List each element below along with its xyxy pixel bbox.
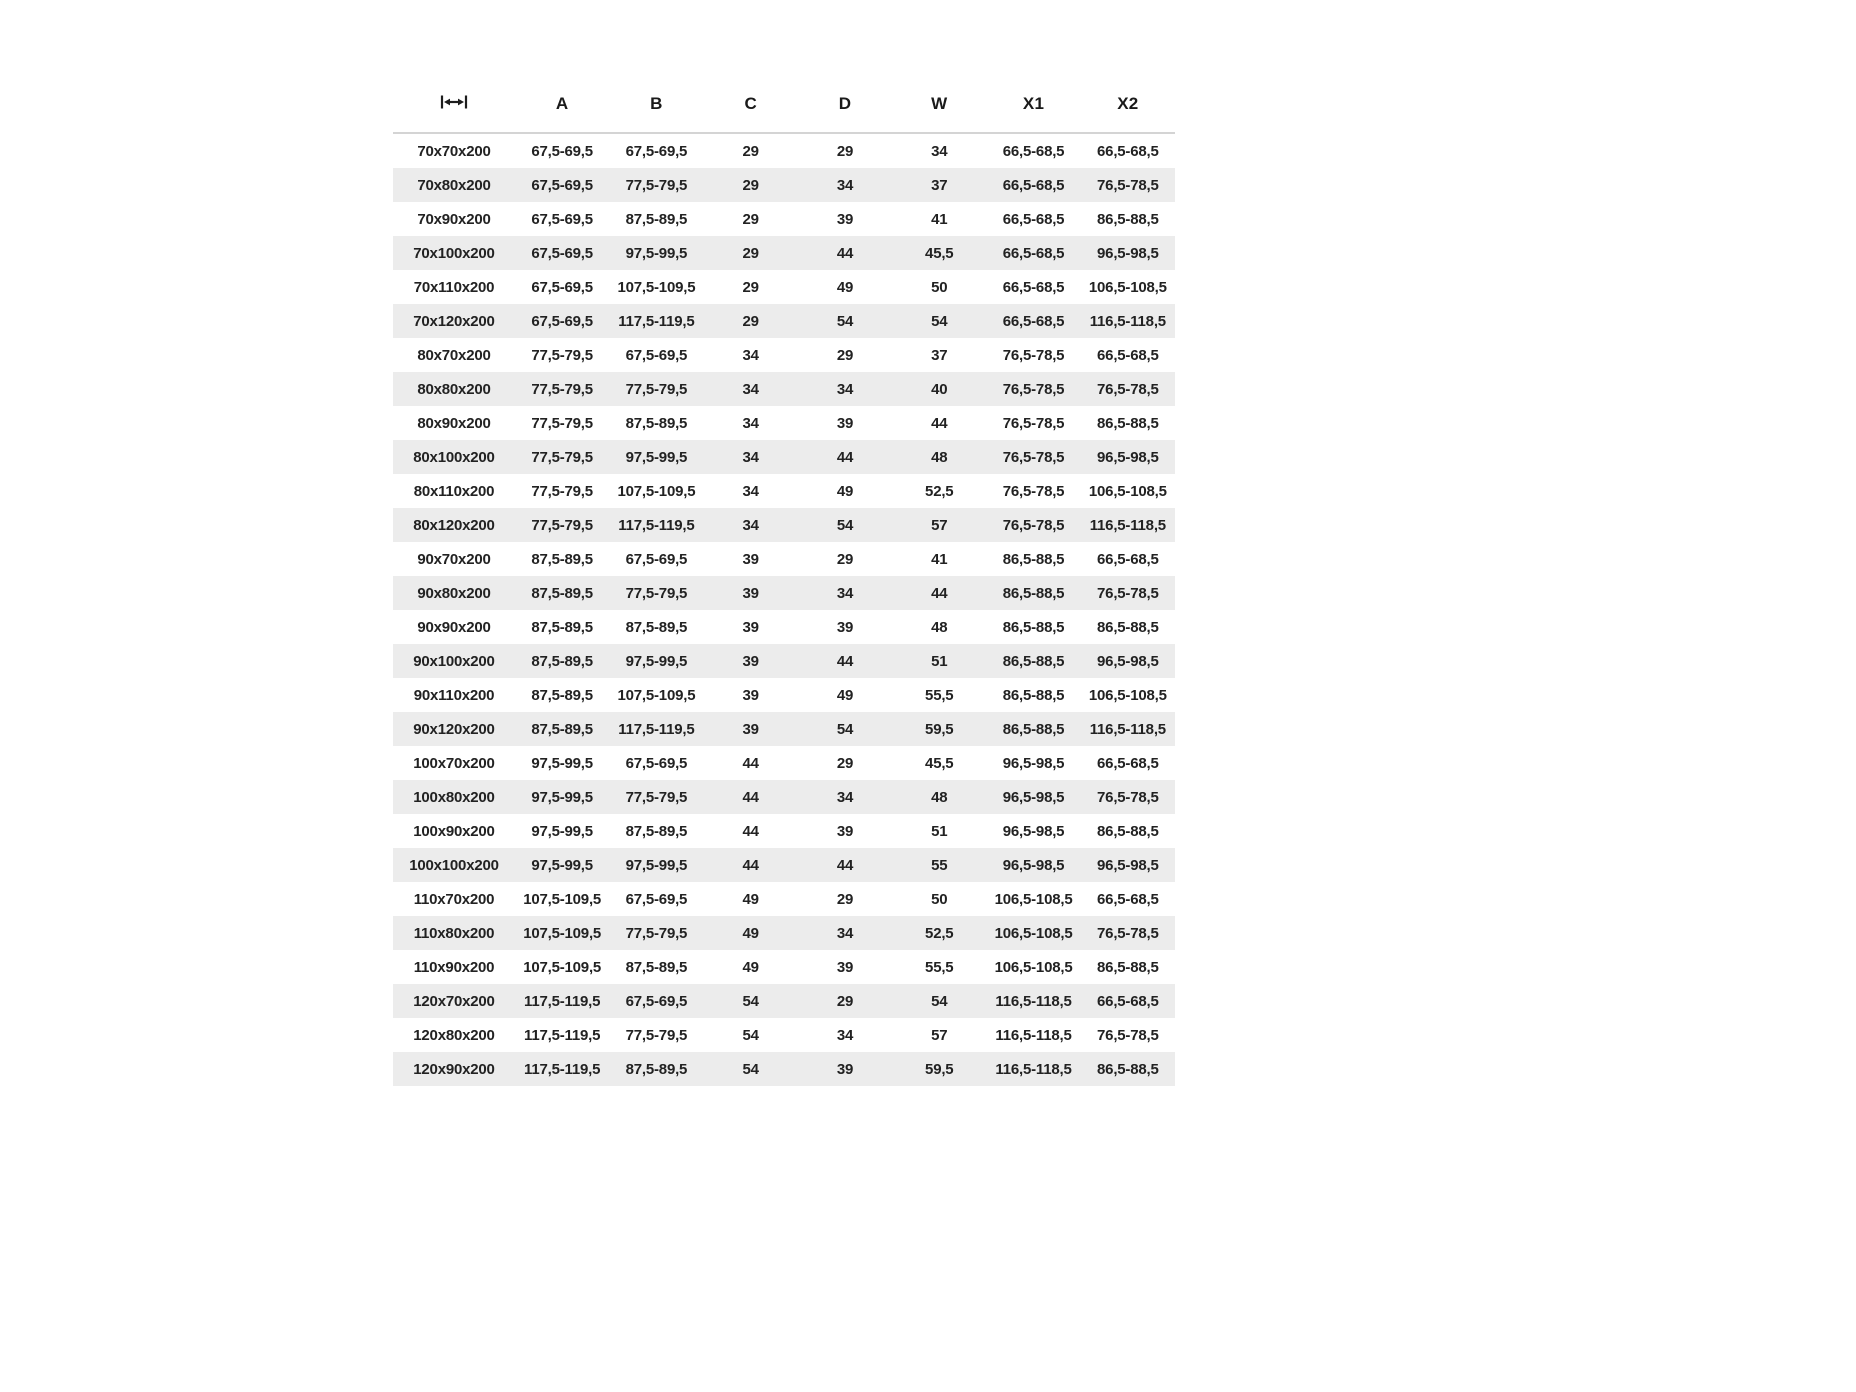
value-cell-d: 29 xyxy=(836,754,854,772)
table-row xyxy=(393,644,1175,678)
value-cell-c: 39 xyxy=(742,550,759,568)
value-cell-d: 49 xyxy=(836,278,854,296)
table-row xyxy=(393,440,1175,474)
value-cell-x1: 106,5-108,5 xyxy=(994,958,1073,976)
value-cell-w: 55 xyxy=(931,856,948,874)
size-cell: 90x110x200 xyxy=(413,686,495,704)
value-cell-a: 77,5-79,5 xyxy=(531,448,593,466)
value-cell-a: 97,5-99,5 xyxy=(531,822,593,840)
value-cell-x1: 66,5-68,5 xyxy=(1002,278,1065,296)
size-cell: 120x70x200 xyxy=(413,992,495,1010)
value-cell-x2: 86,5-88,5 xyxy=(1097,210,1159,228)
value-cell-c: 54 xyxy=(742,1060,759,1078)
value-cell-c: 44 xyxy=(742,856,759,874)
value-cell-b: 77,5-79,5 xyxy=(625,1026,688,1044)
value-cell-d: 49 xyxy=(836,686,854,704)
value-cell-x2: 86,5-88,5 xyxy=(1097,1060,1159,1078)
value-cell-b: 117,5-119,5 xyxy=(618,720,695,738)
value-cell-c: 44 xyxy=(742,822,759,840)
value-cell-d: 44 xyxy=(836,244,854,262)
value-cell-x2: 106,5-108,5 xyxy=(1088,686,1167,704)
value-cell-b: 107,5-109,5 xyxy=(617,482,696,500)
size-cell: 90x120x200 xyxy=(413,720,495,738)
value-cell-a: 107,5-109,5 xyxy=(523,958,602,976)
value-cell-x1: 66,5-68,5 xyxy=(1002,176,1065,194)
value-cell-x2: 76,5-78,5 xyxy=(1097,584,1159,602)
value-cell-w: 48 xyxy=(931,618,948,636)
size-cell: 90x80x200 xyxy=(417,584,491,602)
table-row xyxy=(393,406,1175,440)
table-head-row xyxy=(393,76,1175,133)
value-cell-c: 29 xyxy=(742,278,759,296)
column-header-x2: X2 xyxy=(1081,76,1175,133)
table-row xyxy=(393,950,1175,984)
table-row xyxy=(393,270,1175,304)
value-cell-w: 57 xyxy=(931,516,948,534)
size-cell: 120x90x200 xyxy=(413,1060,495,1078)
value-cell-c: 29 xyxy=(742,312,759,330)
column-header-b: B xyxy=(609,76,703,133)
value-cell-w: 57 xyxy=(931,1026,948,1044)
value-cell-w: 59,5 xyxy=(925,720,954,738)
value-cell-d: 44 xyxy=(836,856,854,874)
table-row xyxy=(393,304,1175,338)
value-cell-b: 87,5-89,5 xyxy=(625,414,688,432)
column-header-d: D xyxy=(798,76,892,133)
table-row xyxy=(393,576,1175,610)
value-cell-x1: 86,5-88,5 xyxy=(1002,720,1065,738)
size-cell: 90x70x200 xyxy=(417,550,491,568)
value-cell-x1: 86,5-88,5 xyxy=(1002,686,1065,704)
value-cell-c: 29 xyxy=(742,142,759,160)
table-row xyxy=(393,814,1175,848)
value-cell-c: 34 xyxy=(742,414,759,432)
value-cell-x2: 96,5-98,5 xyxy=(1097,652,1159,670)
value-cell-d: 54 xyxy=(836,720,854,738)
value-cell-c: 29 xyxy=(742,210,759,228)
size-cell: 90x100x200 xyxy=(413,652,495,670)
value-cell-a: 67,5-69,5 xyxy=(531,210,593,228)
table-row xyxy=(393,168,1175,202)
value-cell-a: 67,5-69,5 xyxy=(531,312,593,330)
value-cell-d: 39 xyxy=(836,414,854,432)
size-cell: 80x100x200 xyxy=(413,448,495,466)
value-cell-d: 39 xyxy=(836,958,854,976)
value-cell-x2: 66,5-68,5 xyxy=(1097,754,1159,772)
value-cell-a: 87,5-89,5 xyxy=(531,584,593,602)
size-cell: 120x80x200 xyxy=(413,1026,495,1044)
value-cell-w: 37 xyxy=(931,346,948,364)
value-cell-a: 77,5-79,5 xyxy=(531,346,593,364)
value-cell-b: 77,5-79,5 xyxy=(625,176,688,194)
value-cell-x1: 96,5-98,5 xyxy=(1002,788,1065,806)
value-cell-x1: 76,5-78,5 xyxy=(1002,346,1065,364)
value-cell-w: 50 xyxy=(931,890,948,908)
value-cell-x2: 76,5-78,5 xyxy=(1097,924,1159,942)
value-cell-b: 77,5-79,5 xyxy=(625,584,688,602)
size-cell: 70x110x200 xyxy=(413,278,495,296)
table-row xyxy=(393,678,1175,712)
value-cell-d: 39 xyxy=(836,1060,854,1078)
value-cell-c: 39 xyxy=(742,652,759,670)
value-cell-w: 41 xyxy=(931,550,948,568)
value-cell-a: 77,5-79,5 xyxy=(531,516,593,534)
value-cell-a: 67,5-69,5 xyxy=(531,244,593,262)
value-cell-w: 55,5 xyxy=(925,958,954,976)
value-cell-d: 34 xyxy=(836,924,854,942)
value-cell-a: 67,5-69,5 xyxy=(531,176,593,194)
value-cell-b: 97,5-99,5 xyxy=(625,448,688,466)
value-cell-d: 29 xyxy=(836,890,854,908)
value-cell-c: 39 xyxy=(742,584,759,602)
value-cell-x1: 76,5-78,5 xyxy=(1002,482,1065,500)
value-cell-w: 45,5 xyxy=(925,244,954,262)
value-cell-x2: 76,5-78,5 xyxy=(1097,788,1159,806)
value-cell-w: 52,5 xyxy=(925,924,954,942)
value-cell-d: 39 xyxy=(836,822,854,840)
column-header-x1: X1 xyxy=(986,76,1080,133)
dimensions-table xyxy=(393,76,1175,1086)
value-cell-d: 39 xyxy=(836,618,854,636)
table-row xyxy=(393,338,1175,372)
dimensions-spec-table xyxy=(393,76,1175,1086)
value-cell-x1: 96,5-98,5 xyxy=(1002,822,1065,840)
value-cell-b: 77,5-79,5 xyxy=(625,924,688,942)
value-cell-d: 34 xyxy=(836,176,854,194)
value-cell-w: 59,5 xyxy=(925,1060,954,1078)
table-row xyxy=(393,236,1175,270)
value-cell-a: 87,5-89,5 xyxy=(531,618,593,636)
size-cell: 100x100x200 xyxy=(409,856,499,874)
value-cell-a: 107,5-109,5 xyxy=(523,890,602,908)
value-cell-b: 67,5-69,5 xyxy=(625,550,688,568)
value-cell-c: 44 xyxy=(742,754,759,772)
value-cell-b: 87,5-89,5 xyxy=(625,1060,688,1078)
value-cell-w: 52,5 xyxy=(925,482,954,500)
value-cell-w: 44 xyxy=(931,414,948,432)
value-cell-d: 44 xyxy=(836,448,854,466)
value-cell-w: 34 xyxy=(931,142,948,160)
value-cell-d: 34 xyxy=(836,788,854,806)
value-cell-a: 67,5-69,5 xyxy=(531,278,593,296)
value-cell-x1: 76,5-78,5 xyxy=(1002,380,1065,398)
value-cell-d: 54 xyxy=(836,516,854,534)
value-cell-x1: 96,5-98,5 xyxy=(1002,856,1065,874)
value-cell-d: 34 xyxy=(836,584,854,602)
value-cell-c: 49 xyxy=(742,958,759,976)
value-cell-d: 49 xyxy=(836,482,854,500)
size-cell: 70x120x200 xyxy=(413,312,495,330)
value-cell-c: 29 xyxy=(742,244,759,262)
width-dimension-icon xyxy=(440,94,468,115)
value-cell-c: 39 xyxy=(742,720,759,738)
value-cell-b: 107,5-109,5 xyxy=(617,278,696,296)
size-cell: 100x70x200 xyxy=(413,754,495,772)
value-cell-b: 67,5-69,5 xyxy=(625,142,688,160)
value-cell-d: 34 xyxy=(836,380,854,398)
value-cell-x1: 76,5-78,5 xyxy=(1002,414,1065,432)
table-row xyxy=(393,746,1175,780)
table-row xyxy=(393,542,1175,576)
value-cell-w: 54 xyxy=(931,992,948,1010)
size-cell: 70x80x200 xyxy=(417,176,491,194)
value-cell-x1: 66,5-68,5 xyxy=(1002,142,1065,160)
value-cell-c: 44 xyxy=(742,788,759,806)
value-cell-x2: 86,5-88,5 xyxy=(1097,414,1159,432)
value-cell-x2: 116,5-118,5 xyxy=(1089,516,1166,534)
value-cell-x2: 86,5-88,5 xyxy=(1097,618,1159,636)
table-row xyxy=(393,1018,1175,1052)
value-cell-a: 117,5-119,5 xyxy=(524,1060,601,1078)
size-cell: 110x90x200 xyxy=(413,958,495,976)
value-cell-a: 87,5-89,5 xyxy=(531,550,593,568)
table-row xyxy=(393,508,1175,542)
table-row xyxy=(393,1052,1175,1086)
value-cell-x2: 96,5-98,5 xyxy=(1097,856,1159,874)
value-cell-d: 39 xyxy=(836,210,854,228)
value-cell-w: 55,5 xyxy=(925,686,954,704)
value-cell-b: 67,5-69,5 xyxy=(625,754,688,772)
value-cell-c: 54 xyxy=(742,992,759,1010)
value-cell-w: 50 xyxy=(931,278,948,296)
value-cell-a: 97,5-99,5 xyxy=(531,856,593,874)
value-cell-d: 29 xyxy=(836,346,854,364)
value-cell-b: 67,5-69,5 xyxy=(625,890,688,908)
table-row xyxy=(393,848,1175,882)
size-cell: 100x80x200 xyxy=(413,788,495,806)
value-cell-d: 44 xyxy=(836,652,854,670)
value-cell-w: 48 xyxy=(931,788,948,806)
value-cell-b: 87,5-89,5 xyxy=(625,822,688,840)
value-cell-x2: 86,5-88,5 xyxy=(1097,958,1159,976)
table-row xyxy=(393,372,1175,406)
value-cell-x2: 76,5-78,5 xyxy=(1097,1026,1159,1044)
value-cell-x1: 116,5-118,5 xyxy=(995,1060,1072,1078)
value-cell-b: 97,5-99,5 xyxy=(625,856,688,874)
value-cell-x2: 96,5-98,5 xyxy=(1097,448,1159,466)
column-header-c: C xyxy=(704,76,798,133)
value-cell-x2: 66,5-68,5 xyxy=(1097,142,1159,160)
value-cell-x2: 86,5-88,5 xyxy=(1097,822,1159,840)
value-cell-a: 97,5-99,5 xyxy=(531,754,593,772)
value-cell-x2: 96,5-98,5 xyxy=(1097,244,1159,262)
value-cell-c: 34 xyxy=(742,380,759,398)
value-cell-x2: 76,5-78,5 xyxy=(1097,176,1159,194)
size-cell: 80x90x200 xyxy=(417,414,491,432)
size-cell: 90x90x200 xyxy=(417,618,491,636)
column-header-w: W xyxy=(892,76,986,133)
value-cell-w: 54 xyxy=(931,312,948,330)
value-cell-a: 77,5-79,5 xyxy=(531,380,593,398)
value-cell-d: 29 xyxy=(836,550,854,568)
table-row xyxy=(393,712,1175,746)
value-cell-a: 117,5-119,5 xyxy=(524,1026,601,1044)
value-cell-c: 49 xyxy=(742,924,759,942)
value-cell-b: 77,5-79,5 xyxy=(625,380,688,398)
value-cell-d: 29 xyxy=(836,142,854,160)
value-cell-a: 97,5-99,5 xyxy=(531,788,593,806)
size-cell: 70x70x200 xyxy=(417,142,491,160)
value-cell-c: 34 xyxy=(742,482,759,500)
size-cell: 70x90x200 xyxy=(417,210,491,228)
value-cell-c: 29 xyxy=(742,176,759,194)
value-cell-x2: 66,5-68,5 xyxy=(1097,346,1159,364)
value-cell-x2: 106,5-108,5 xyxy=(1088,278,1167,296)
table-row xyxy=(393,916,1175,950)
value-cell-a: 117,5-119,5 xyxy=(524,992,601,1010)
size-cell: 80x80x200 xyxy=(417,380,491,398)
value-cell-x1: 106,5-108,5 xyxy=(994,924,1073,942)
value-cell-b: 77,5-79,5 xyxy=(625,788,688,806)
value-cell-x1: 66,5-68,5 xyxy=(1002,312,1065,330)
value-cell-b: 117,5-119,5 xyxy=(618,312,695,330)
value-cell-x1: 86,5-88,5 xyxy=(1002,652,1065,670)
value-cell-c: 39 xyxy=(742,618,759,636)
value-cell-x2: 116,5-118,5 xyxy=(1089,312,1166,330)
value-cell-w: 45,5 xyxy=(925,754,954,772)
value-cell-d: 34 xyxy=(836,1026,854,1044)
table-row xyxy=(393,984,1175,1018)
value-cell-c: 34 xyxy=(742,448,759,466)
table-row xyxy=(393,780,1175,814)
size-cell: 110x70x200 xyxy=(413,890,495,908)
value-cell-w: 51 xyxy=(931,652,948,670)
value-cell-x1: 66,5-68,5 xyxy=(1002,210,1065,228)
value-cell-x1: 116,5-118,5 xyxy=(995,1026,1072,1044)
value-cell-x1: 106,5-108,5 xyxy=(994,890,1073,908)
value-cell-d: 29 xyxy=(836,992,854,1010)
value-cell-x1: 96,5-98,5 xyxy=(1002,754,1065,772)
value-cell-x2: 66,5-68,5 xyxy=(1097,550,1159,568)
value-cell-a: 77,5-79,5 xyxy=(531,414,593,432)
value-cell-x2: 66,5-68,5 xyxy=(1097,890,1159,908)
value-cell-x2: 116,5-118,5 xyxy=(1089,720,1166,738)
value-cell-c: 54 xyxy=(742,1026,759,1044)
value-cell-w: 37 xyxy=(931,176,948,194)
value-cell-w: 51 xyxy=(931,822,948,840)
value-cell-b: 97,5-99,5 xyxy=(625,652,688,670)
value-cell-a: 107,5-109,5 xyxy=(523,924,602,942)
value-cell-w: 41 xyxy=(931,210,948,228)
value-cell-w: 40 xyxy=(931,380,948,398)
value-cell-x2: 106,5-108,5 xyxy=(1088,482,1167,500)
column-header-a: A xyxy=(515,76,609,133)
table-row xyxy=(393,610,1175,644)
value-cell-x1: 86,5-88,5 xyxy=(1002,584,1065,602)
value-cell-a: 67,5-69,5 xyxy=(531,142,593,160)
value-cell-b: 67,5-69,5 xyxy=(625,992,688,1010)
value-cell-a: 87,5-89,5 xyxy=(531,720,593,738)
value-cell-b: 67,5-69,5 xyxy=(625,346,688,364)
value-cell-c: 34 xyxy=(742,516,759,534)
value-cell-w: 48 xyxy=(931,448,948,466)
value-cell-w: 44 xyxy=(931,584,948,602)
value-cell-b: 87,5-89,5 xyxy=(625,210,688,228)
value-cell-d: 54 xyxy=(836,312,854,330)
table-body xyxy=(393,133,1175,1086)
value-cell-a: 77,5-79,5 xyxy=(531,482,593,500)
value-cell-x1: 76,5-78,5 xyxy=(1002,516,1065,534)
value-cell-x2: 66,5-68,5 xyxy=(1097,992,1159,1010)
size-cell: 80x120x200 xyxy=(413,516,495,534)
value-cell-b: 87,5-89,5 xyxy=(625,618,688,636)
table-row xyxy=(393,882,1175,916)
value-cell-c: 49 xyxy=(742,890,759,908)
size-cell: 70x100x200 xyxy=(413,244,495,262)
size-cell: 110x80x200 xyxy=(413,924,495,942)
value-cell-x1: 86,5-88,5 xyxy=(1002,550,1065,568)
table-row xyxy=(393,474,1175,508)
size-cell: 100x90x200 xyxy=(413,822,495,840)
value-cell-b: 87,5-89,5 xyxy=(625,958,688,976)
value-cell-x1: 66,5-68,5 xyxy=(1002,244,1065,262)
table-row xyxy=(393,133,1175,168)
value-cell-c: 34 xyxy=(742,346,759,364)
value-cell-x1: 86,5-88,5 xyxy=(1002,618,1065,636)
size-column-header xyxy=(393,76,515,133)
size-cell: 80x70x200 xyxy=(417,346,491,364)
value-cell-x1: 116,5-118,5 xyxy=(995,992,1072,1010)
size-cell: 80x110x200 xyxy=(413,482,495,500)
value-cell-b: 97,5-99,5 xyxy=(625,244,688,262)
value-cell-b: 107,5-109,5 xyxy=(617,686,696,704)
value-cell-a: 87,5-89,5 xyxy=(531,686,593,704)
value-cell-b: 117,5-119,5 xyxy=(618,516,695,534)
table-row xyxy=(393,202,1175,236)
value-cell-x1: 76,5-78,5 xyxy=(1002,448,1065,466)
value-cell-x2: 76,5-78,5 xyxy=(1097,380,1159,398)
value-cell-c: 39 xyxy=(742,686,759,704)
value-cell-a: 87,5-89,5 xyxy=(531,652,593,670)
